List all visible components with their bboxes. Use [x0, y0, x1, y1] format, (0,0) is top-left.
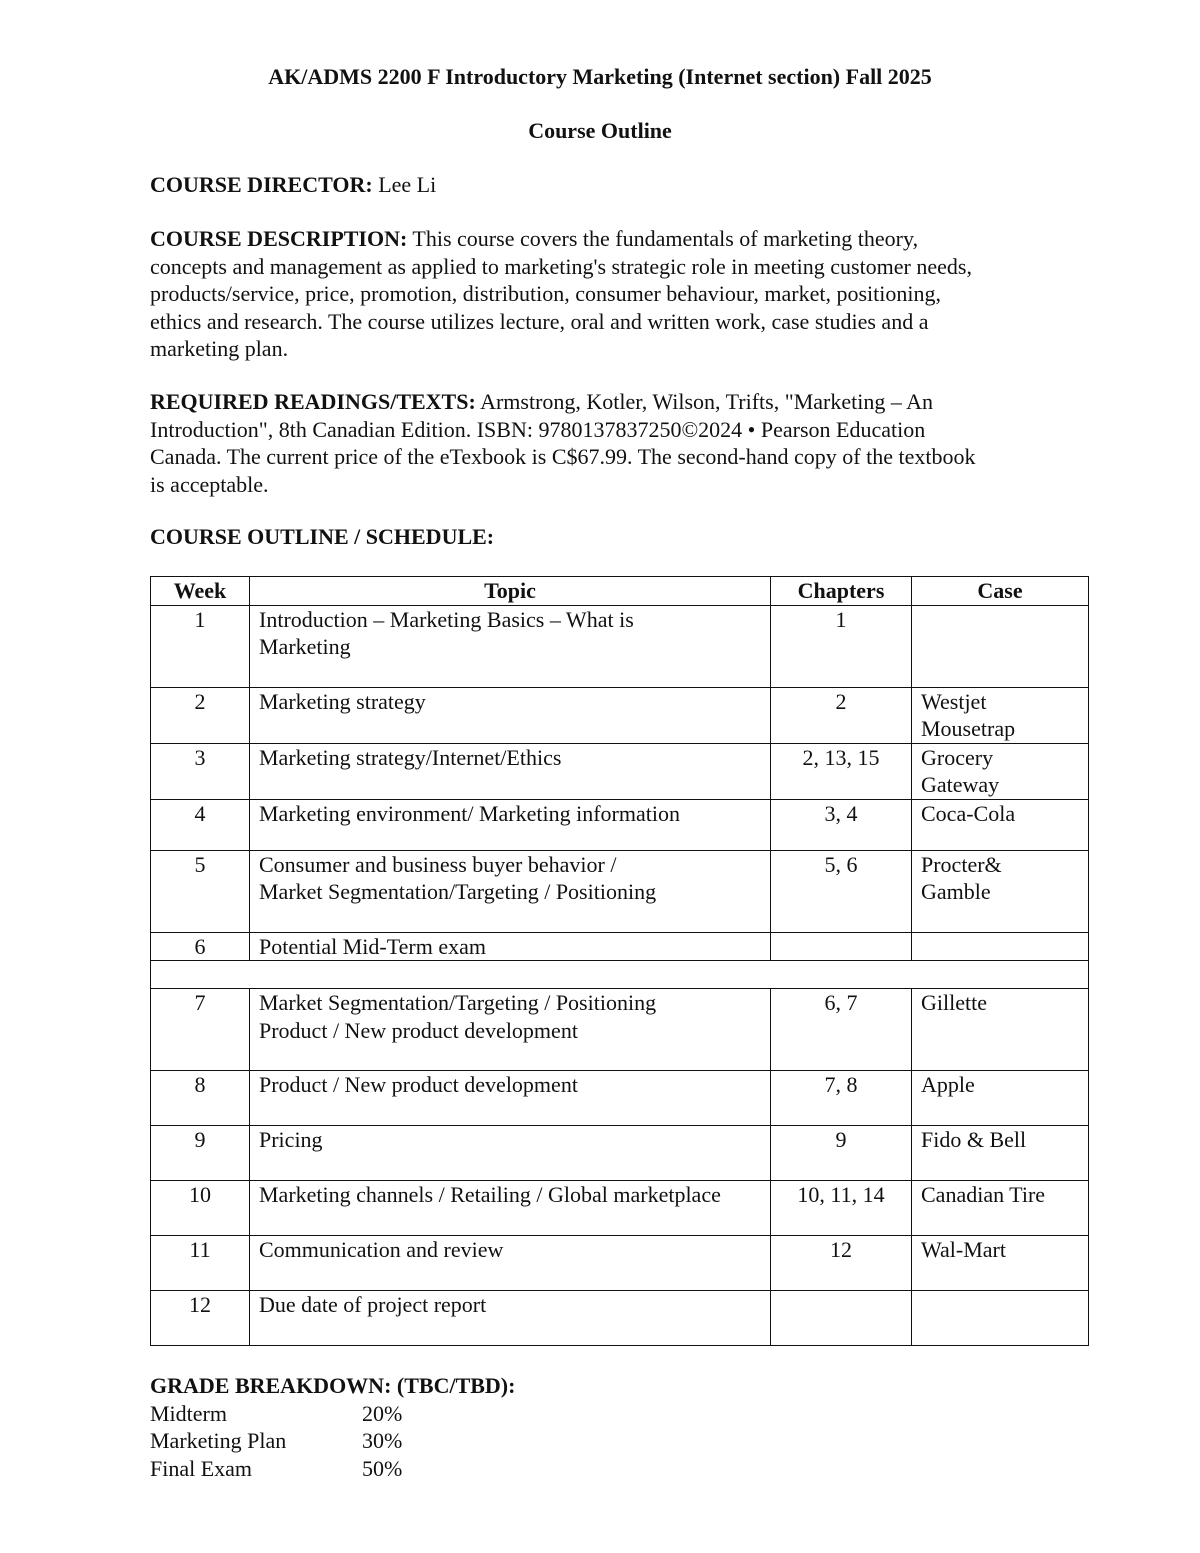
chapters-cell: 9	[771, 1126, 912, 1181]
table-row	[151, 1236, 1089, 1291]
topic-cell	[250, 1181, 771, 1236]
case-cell	[912, 850, 1089, 932]
case-line: Gateway	[921, 772, 1000, 797]
week-cell: 9	[151, 1126, 250, 1181]
topic-cell	[250, 850, 771, 932]
week-cell: 12	[151, 1291, 250, 1346]
topic-line: Marketing channels / Retailing / Global marketplace	[259, 1182, 721, 1207]
grades-heading: GRADE BREAKDOWN: (TBC/TBD):	[150, 1373, 516, 1398]
table-spacer-row	[151, 961, 1089, 989]
readings-label: REQUIRED READINGS/TEXTS:	[150, 389, 476, 414]
course-title: AK/ADMS 2200 F Introductory Marketing (Internet section) Fall 2025	[268, 64, 932, 89]
readings-line: is acceptable.	[150, 471, 269, 497]
case-cell	[912, 1126, 1089, 1181]
readings-line: Introduction", 8th Canadian Edition. ISBN: 9780137837250©2024 • Pearson Education	[150, 416, 926, 442]
topic-line: Market Segmentation/Targeting / Positioning	[259, 879, 657, 904]
description-line: ethics and research. The course utilizes lecture, oral and written work, case studies and a	[150, 308, 929, 334]
grade-item-name: Midterm	[150, 1400, 227, 1426]
case-cell	[912, 743, 1089, 799]
week-cell: 5	[151, 850, 250, 932]
week-cell: 11	[151, 1236, 250, 1291]
topic-line: Marketing	[259, 634, 351, 659]
case-line: Wal-Mart	[921, 1237, 1006, 1262]
course-director	[150, 171, 1050, 199]
table-row	[151, 850, 1089, 932]
table-row	[151, 989, 1089, 1071]
chapters-cell: 5, 6	[771, 850, 912, 932]
case-line: Apple	[921, 1072, 975, 1097]
topic-cell	[250, 687, 771, 743]
chapters-cell: 7, 8	[771, 1071, 912, 1126]
topic-cell	[250, 1071, 771, 1126]
case-cell	[912, 932, 1089, 961]
chapters-cell: 1	[771, 605, 912, 687]
topic-cell	[250, 743, 771, 799]
week-cell: 4	[151, 799, 250, 850]
chapters-cell: 2, 13, 15	[771, 743, 912, 799]
topic-line: Potential Mid-Term exam	[259, 933, 486, 959]
week-cell: 7	[151, 989, 250, 1071]
topic-line: Marketing strategy/Internet/Ethics	[259, 744, 562, 770]
grade-item	[150, 1400, 515, 1428]
description-line: marketing plan.	[150, 336, 289, 361]
week-cell: 8	[151, 1071, 250, 1126]
description-line: products/service, price, promotion, distribution, consumer behaviour, market, positioning,	[150, 281, 941, 306]
page-subtitle: Course Outline	[528, 118, 672, 143]
chapters-cell	[771, 932, 912, 961]
case-line: Procter&	[921, 851, 1002, 877]
col-header-topic: Topic	[250, 577, 771, 606]
description-label: COURSE DESCRIPTION:	[150, 226, 408, 251]
case-line: Canadian Tire	[921, 1182, 1046, 1207]
col-header-chapters: Chapters	[771, 577, 912, 606]
topic-line: Marketing environment/ Marketing information	[259, 800, 680, 826]
chapters-cell: 12	[771, 1236, 912, 1291]
case-cell	[912, 1291, 1089, 1346]
grade-item-weight: 30%	[362, 1428, 403, 1453]
case-line: Fido & Bell	[921, 1127, 1027, 1152]
grade-breakdown	[150, 1372, 515, 1482]
topic-line: Product / New product development	[259, 1072, 578, 1097]
schedule-table	[150, 576, 1089, 1346]
topic-cell	[250, 1126, 771, 1181]
table-row	[151, 743, 1089, 799]
case-cell	[912, 1071, 1089, 1126]
case-line: Coca-Cola	[921, 800, 1016, 826]
week-cell: 10	[151, 1181, 250, 1236]
table-row	[151, 605, 1089, 687]
chapters-cell: 2	[771, 687, 912, 743]
readings-line: Armstrong, Kotler, Wilson, Trifts, "Marketing – An	[475, 389, 934, 414]
table-row	[151, 1291, 1089, 1346]
week-cell: 2	[151, 687, 250, 743]
topic-line: Introduction – Marketing Basics – What is	[259, 606, 634, 632]
topic-line: Due date of project report	[259, 1292, 487, 1317]
col-header-week: Week	[151, 577, 250, 606]
week-cell: 1	[151, 605, 250, 687]
spacer-cell	[151, 961, 1089, 989]
readings-line: Canada. The current price of the eTexbook is C$67.99. The second-hand copy of the textbook	[150, 444, 976, 469]
case-line: Grocery	[921, 744, 994, 770]
case-line: Mousetrap	[921, 716, 1016, 741]
chapters-cell	[771, 1291, 912, 1346]
chapters-cell: 3, 4	[771, 799, 912, 850]
case-cell	[912, 989, 1089, 1071]
table-row	[151, 687, 1089, 743]
topic-line: Product / New product development	[259, 1017, 578, 1043]
topic-line: Communication and review	[259, 1237, 504, 1262]
grade-item-weight: 50%	[362, 1455, 403, 1481]
chapters-cell: 6, 7	[771, 989, 912, 1071]
topic-cell	[250, 989, 771, 1071]
description-line: concepts and management as applied to marketing's strategic role in meeting customer needs,	[150, 253, 972, 279]
topic-line: Marketing strategy	[259, 688, 426, 714]
table-row	[151, 1071, 1089, 1126]
description-line: This course covers the fundamentals of marketing theory,	[407, 226, 919, 251]
case-cell	[912, 605, 1089, 687]
director-name: Lee Li	[372, 172, 437, 197]
table-row	[151, 932, 1089, 961]
grade-item-weight: 20%	[362, 1400, 403, 1426]
chapters-cell: 10, 11, 14	[771, 1181, 912, 1236]
case-cell	[912, 1236, 1089, 1291]
table-row	[151, 1181, 1089, 1236]
schedule-heading: COURSE OUTLINE / SCHEDULE:	[150, 524, 495, 549]
topic-cell	[250, 932, 771, 961]
grade-item	[150, 1427, 515, 1455]
course-description	[150, 225, 1050, 363]
topic-cell	[250, 1291, 771, 1346]
table-row	[151, 799, 1089, 850]
grade-item-name: Marketing Plan	[150, 1428, 287, 1453]
case-line: Gamble	[921, 879, 991, 904]
schedule-header-row	[151, 577, 1089, 606]
case-line: Westjet	[921, 688, 987, 714]
table-row	[151, 1126, 1089, 1181]
topic-cell	[250, 1236, 771, 1291]
grade-item	[150, 1455, 515, 1483]
grade-item-name: Final Exam	[150, 1455, 253, 1481]
topic-cell	[250, 799, 771, 850]
case-cell	[912, 687, 1089, 743]
case-cell	[912, 1181, 1089, 1236]
topic-line: Consumer and business buyer behavior /	[259, 851, 617, 877]
topic-cell	[250, 605, 771, 687]
week-cell: 6	[151, 932, 250, 961]
case-line: Gillette	[921, 990, 987, 1015]
case-cell	[912, 799, 1089, 850]
topic-line: Market Segmentation/Targeting / Positioning	[259, 990, 657, 1015]
col-header-case: Case	[912, 577, 1089, 606]
topic-line: Pricing	[259, 1127, 323, 1152]
required-readings	[150, 388, 1050, 498]
director-label: COURSE DIRECTOR:	[150, 172, 373, 197]
week-cell: 3	[151, 743, 250, 799]
